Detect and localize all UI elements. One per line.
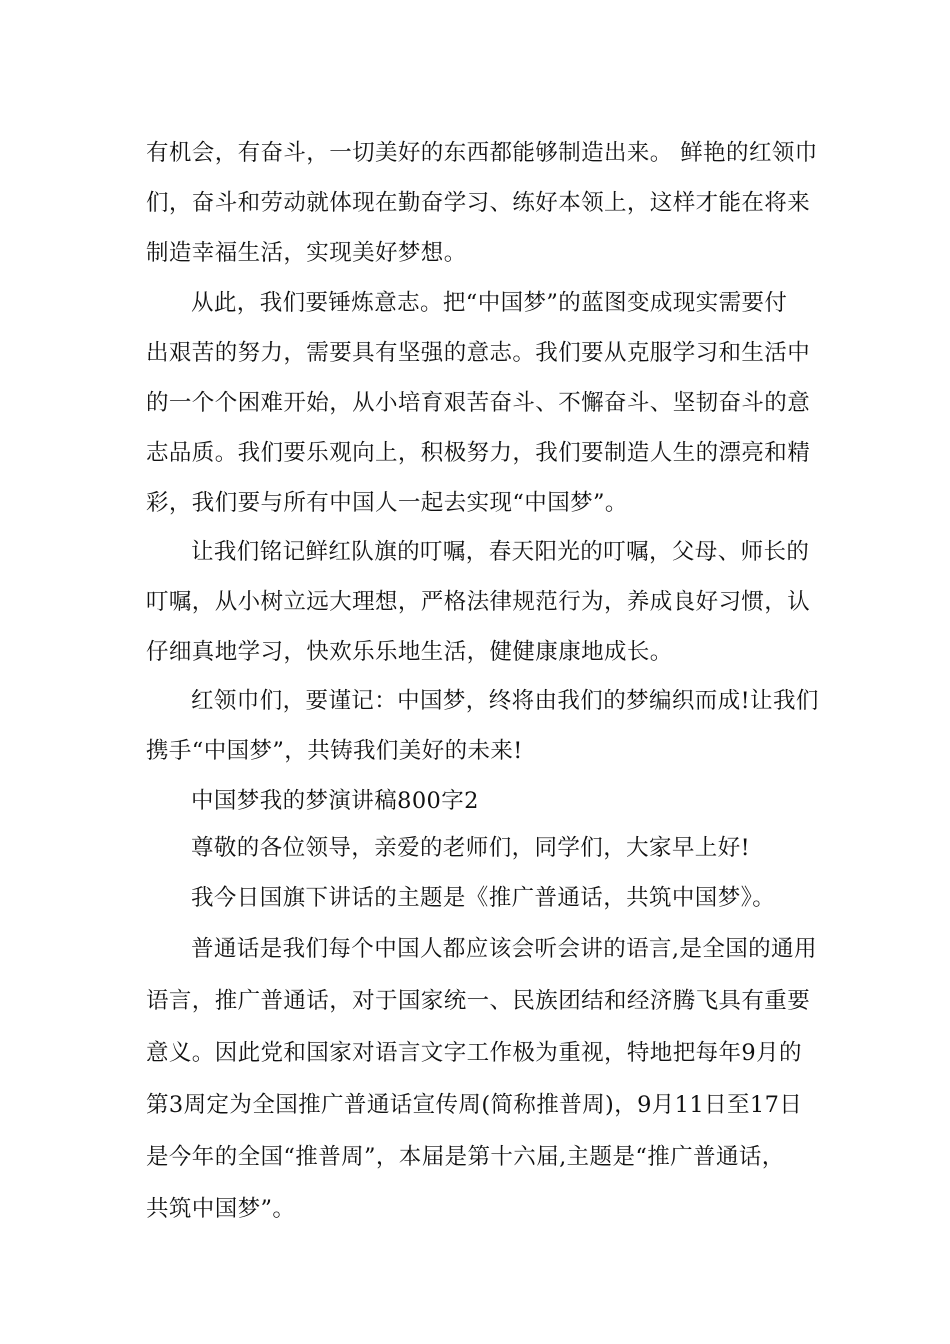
text-line: 叮嘱，从小树立远大理想，严格法律规范行为，养成良好习惯，认	[146, 589, 811, 615]
text-line: 我今日国旗下讲话的主题是《推广普通话，共筑中国梦》。	[191, 885, 776, 911]
text-line: 共筑中国梦”。	[146, 1196, 296, 1222]
text-line: 出艰苦的努力，需要具有坚强的意志。我们要从克服学习和生活中	[146, 340, 811, 366]
text-line: 们，奋斗和劳动就体现在勤奋学习、练好本领上，这样才能在将来	[146, 190, 811, 216]
text-line: 志品质。我们要乐观向上，积极努力，我们要制造人生的漂亮和精	[146, 440, 811, 466]
text-line: 中国梦我的梦演讲稿800字2	[191, 788, 479, 814]
greeting-paragraph	[146, 823, 808, 873]
text-line: 有机会，有奋斗，一切美好的东西都能够制造出来。 鲜艳的红领巾	[146, 140, 818, 166]
text-line: 携手“中国梦”，共铸我们美好的未来!	[146, 738, 523, 764]
text-line: 彩，我们要与所有中国人一起去实现“中国梦”。	[146, 490, 628, 516]
text-line: 制造幸福生活，实现美好梦想。	[146, 240, 467, 266]
text-line: 的一个个困难开始，从小培育艰苦奋斗、不懈奋斗、坚韧奋斗的意	[146, 390, 811, 416]
speech-heading	[146, 776, 808, 826]
text-line: 是今年的全国“推普周”，本届是第十六届,主题是“推广普通话，	[146, 1144, 785, 1170]
text-line: 仔细真地学习，快欢乐乐地生活，健健康康地成长。	[146, 639, 673, 665]
paragraph-4	[146, 676, 819, 776]
text-line: 第3周定为全国推广普通话宣传周(简称推普周)，9月11日至17日	[146, 1092, 803, 1118]
paragraph-3	[146, 527, 811, 677]
paragraph-1	[146, 128, 818, 278]
paragraph-putonghua	[146, 923, 817, 1235]
text-line: 语言，推广普通话，对于国家统一、民族团结和经济腾飞具有重要	[146, 988, 811, 1014]
text-line: 普通话是我们每个中国人都应该会听会讲的语言,是全国的通用	[191, 936, 817, 962]
text-line: 让我们铭记鲜红队旗的叮嘱，春天阳光的叮嘱，父母、师长的	[191, 539, 810, 565]
paragraph-2	[146, 278, 811, 528]
topic-paragraph	[146, 873, 808, 923]
text-line: 红领巾们，要谨记：中国梦，终将由我们的梦编织而成!让我们	[191, 688, 819, 714]
text-line: 从此，我们要锤炼意志。把“中国梦”的蓝图变成现实需要付	[191, 290, 788, 316]
text-line: 意义。因此党和国家对语言文字工作极为重视，特地把每年9月的	[146, 1040, 802, 1066]
text-line: 尊敬的各位领导，亲爱的老师们，同学们，大家早上好!	[191, 835, 751, 861]
